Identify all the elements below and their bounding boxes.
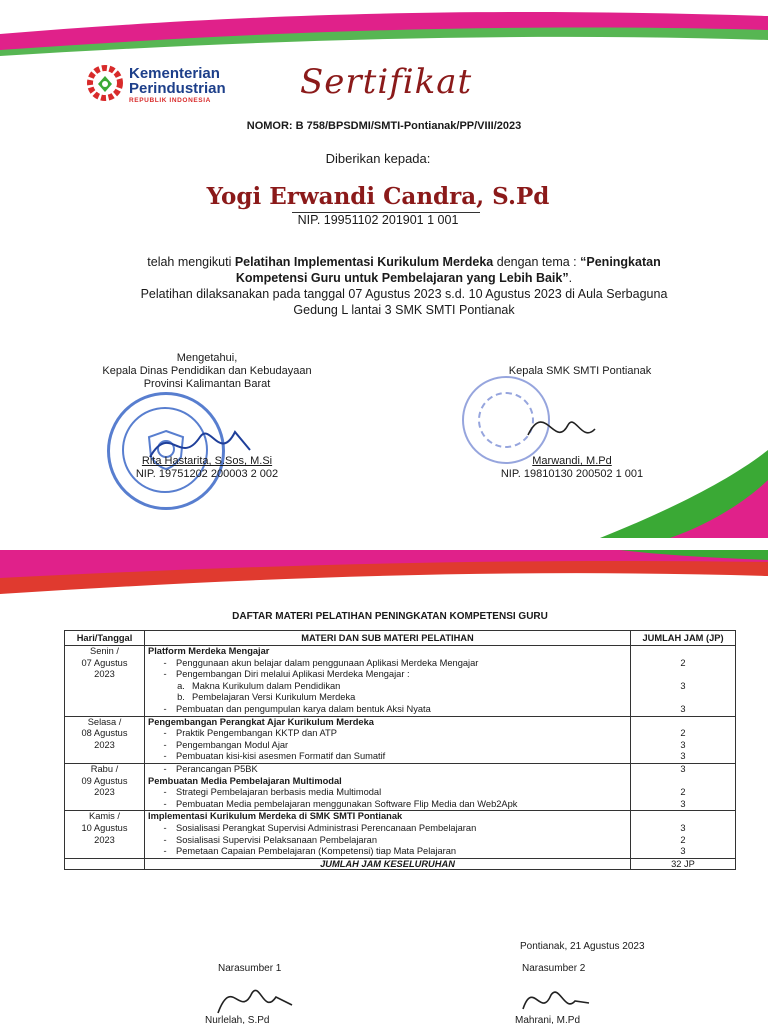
given-to: Diberikan kepada: xyxy=(325,151,431,166)
total-value: 32 JP xyxy=(631,858,736,869)
jp-cell xyxy=(631,646,736,717)
day-cell xyxy=(65,763,145,810)
org-country: REPUBLIK INDONESIA xyxy=(129,97,211,104)
table-row xyxy=(65,716,736,763)
material-line xyxy=(148,692,627,704)
table-header-row xyxy=(65,631,736,646)
kemenperin-logo xyxy=(84,62,126,104)
material-text: Pembuatan dan pengumpulan karya dalam bentuk Aksi Nyata xyxy=(176,703,431,714)
day-text: Senin / xyxy=(90,646,119,656)
material-text: Sosialisasi Supervisi Pelaksanaan Pembelajaran xyxy=(176,834,378,845)
jp-value: 2 xyxy=(680,728,686,739)
material-text: Pembuatan Media pembelajaran menggunakan Software Flip Media dan Web2Apk xyxy=(176,798,518,809)
material-line xyxy=(148,646,627,658)
day-text: Kamis / xyxy=(89,811,120,822)
line-marker: b. xyxy=(177,692,185,703)
day-text: 08 Agustus xyxy=(81,728,128,739)
line-marker: - xyxy=(163,787,167,798)
day-text: Rabu / xyxy=(90,763,119,774)
table-row xyxy=(65,646,736,717)
material-text: Pembelajaran Versi Kurikulum Merdeka xyxy=(192,692,356,703)
material-text: Pengembangan Diri melalui Aplikasi Merdeka Mengajar : xyxy=(176,669,410,680)
left-signer-role1: Kepala Dinas Pendidikan dan Kebudayaan xyxy=(102,365,312,377)
jp-cell xyxy=(631,763,736,810)
left-signer-footer xyxy=(98,455,316,481)
material-heading: Pembuatan Media Pembelajaran Multimodal xyxy=(148,775,342,786)
jp-value xyxy=(634,717,732,729)
body-prefix: telah mengikuti xyxy=(147,255,235,269)
line-marker: - xyxy=(163,763,167,774)
material-line xyxy=(148,717,627,729)
day-text: 09 Agustus xyxy=(81,775,128,786)
jp-value: 3 xyxy=(680,822,686,833)
org-name-line1: Kementerian xyxy=(129,65,220,82)
material-text: Pengembangan Modul Ajar xyxy=(176,739,289,750)
left-signer-nip: NIP. 19751202 200003 2 002 xyxy=(135,468,279,480)
material-line xyxy=(148,764,627,776)
material-line xyxy=(148,681,627,693)
material-line xyxy=(148,811,627,823)
right-signer-role: Kepala SMK SMTI Pontianak xyxy=(508,365,652,377)
jp-value xyxy=(634,646,732,658)
material-text: Makna Kurikulum dalam Pendidikan xyxy=(192,680,341,691)
right-signer-nip: NIP. 19810130 200502 1 001 xyxy=(500,468,644,480)
table-row xyxy=(65,763,736,810)
material-line xyxy=(148,658,627,670)
total-label: JUMLAH JAM KESELURUHAN xyxy=(145,858,631,869)
page-separator xyxy=(0,538,768,550)
jp-value: 3 xyxy=(680,763,686,774)
jp-value: 3 xyxy=(680,846,686,857)
material-text: Pembuatan kisi-kisi asesmen Formatif dan Sumatif xyxy=(176,751,386,762)
day-text: 2023 xyxy=(94,669,115,680)
material-line xyxy=(148,799,627,811)
theme-prefix: dengan tema : xyxy=(493,255,581,269)
line-marker: - xyxy=(163,739,167,750)
certificate-title: Sertifikat xyxy=(300,62,473,102)
jp-value: 2 xyxy=(680,787,686,798)
day-text: 2023 xyxy=(94,739,115,750)
place-date: Pontianak, 21 Agustus 2023 xyxy=(520,941,645,952)
material-cell xyxy=(145,811,631,858)
material-heading: Platform Merdeka Mengajar xyxy=(148,646,270,656)
speaker1-name: Nurlelah, S.Pd xyxy=(205,1015,270,1024)
material-heading: Pengembangan Perangkat Ajar Kurikulum Merdeka xyxy=(148,716,374,727)
schedule-table xyxy=(64,630,736,870)
jp-value: 2 xyxy=(680,657,686,668)
jp-value: 3 xyxy=(680,739,686,750)
certificate-body xyxy=(124,254,684,318)
schedule-title: DAFTAR MATERI PELATIHAN PENINGKATAN KOMPETENSI GURU xyxy=(232,611,548,622)
recipient-name: Yogi Erwandi Candra, S.Pd xyxy=(206,183,550,210)
top-banner xyxy=(0,0,768,70)
line-marker: - xyxy=(163,846,167,857)
line-marker: - xyxy=(163,657,167,668)
col-day-header: Hari/Tanggal xyxy=(65,631,145,646)
left-signer-ack: Mengetahui, xyxy=(176,352,238,364)
theme-line1: “Peningkatan xyxy=(580,255,661,269)
left-signer-role2: Provinsi Kalimantan Barat xyxy=(143,378,271,390)
day-text: 2023 xyxy=(94,787,115,798)
gear-icon xyxy=(84,62,126,104)
right-signer-name: Marwandi, M.Pd xyxy=(532,455,612,467)
jp-cell xyxy=(631,811,736,858)
right-signature xyxy=(520,395,610,455)
line-marker: - xyxy=(163,822,167,833)
day-text: 10 Agustus xyxy=(81,822,128,833)
material-line xyxy=(148,846,627,858)
certificate-number: NOMOR: B 758/BPSDMI/SMTI-Pontianak/PP/VIII/2023 xyxy=(246,120,522,132)
jp-value: 3 xyxy=(680,751,686,762)
line-marker: a. xyxy=(177,680,185,691)
jp-value xyxy=(634,776,732,788)
line-marker: - xyxy=(163,751,167,762)
day-cell xyxy=(65,646,145,717)
material-cell xyxy=(145,763,631,810)
speaker1-label: Narasumber 1 xyxy=(218,963,282,974)
jp-value: 3 xyxy=(680,680,686,691)
left-signer-block xyxy=(98,352,316,391)
right-signer-footer xyxy=(452,455,692,481)
material-text: Strategi Pembelajaran berbasis media Multimodal xyxy=(176,787,382,798)
material-line xyxy=(148,728,627,740)
jp-value xyxy=(634,692,732,704)
material-text: Praktik Pengembangan KKTP dan ATP xyxy=(176,728,337,739)
theme-end: . xyxy=(568,271,573,285)
org-name xyxy=(129,66,226,105)
material-line xyxy=(148,835,627,847)
jp-cell xyxy=(631,716,736,763)
schedule-page xyxy=(0,550,768,1024)
material-text: Sosialisasi Perangkat Supervisi Administrasi Perencanaan Pembelajaran xyxy=(176,822,477,833)
jp-value xyxy=(634,811,732,823)
material-cell xyxy=(145,646,631,717)
jp-value: 3 xyxy=(680,798,686,809)
speaker2-label: Narasumber 2 xyxy=(522,963,586,974)
training-name: Pelatihan Implementasi Kurikulum Merdeka xyxy=(234,255,494,269)
recipient-nip: NIP. 19951102 201901 1 001 xyxy=(297,213,459,227)
line-marker: - xyxy=(163,669,167,680)
line-marker: - xyxy=(163,728,167,739)
line-marker: - xyxy=(163,834,167,845)
jp-value: 3 xyxy=(680,703,686,714)
org-name-line2: Perindustrian xyxy=(129,80,226,97)
col-jp-header: JUMLAH JAM (JP) xyxy=(631,631,736,646)
material-line xyxy=(148,669,627,681)
material-cell xyxy=(145,716,631,763)
schedule-line2: Gedung L lantai 3 SMK SMTI Pontianak xyxy=(293,303,515,317)
material-text: Pemetaan Capaian Pembelajaran (Kompetensi) tiap Mata Pelajaran xyxy=(176,846,457,857)
day-cell xyxy=(65,716,145,763)
day-text: 07 Agustus xyxy=(81,657,128,668)
day-text: Selasa / xyxy=(87,716,122,727)
material-line xyxy=(148,751,627,763)
material-line xyxy=(148,740,627,752)
day-cell xyxy=(65,811,145,858)
material-line xyxy=(148,704,627,716)
table-row xyxy=(65,811,736,858)
material-text: Penggunaan akun belajar dalam penggunaan Aplikasi Merdeka Mengajar xyxy=(176,657,479,668)
day-text: 2023 xyxy=(94,834,115,845)
line-marker: - xyxy=(163,798,167,809)
material-line xyxy=(148,776,627,788)
theme-line2: Kompetensi Guru untuk Pembelajaran yang Lebih Baik” xyxy=(235,271,569,285)
schedule-top-banner xyxy=(0,550,768,610)
col-material-header: MATERI DAN SUB MATERI PELATIHAN xyxy=(145,631,631,646)
jp-value: 2 xyxy=(680,834,686,845)
total-row xyxy=(65,858,736,869)
material-text: Perancangan P5BK xyxy=(176,763,258,774)
material-heading: Implementasi Kurikulum Merdeka di SMK SMTI Pontianak xyxy=(148,811,403,822)
material-line xyxy=(148,823,627,835)
jp-value xyxy=(634,669,732,681)
line-marker: - xyxy=(163,703,167,714)
schedule-line1: Pelatihan dilaksanakan pada tanggal 07 Agustus 2023 s.d. 10 Agustus 2023 di Aula Serbaguna xyxy=(140,287,668,301)
speaker2-name: Mahrani, M.Pd xyxy=(515,1015,581,1024)
material-line xyxy=(148,787,627,799)
schedule-table-wrap xyxy=(64,630,736,870)
left-signer-name: Rita Hastarita, S.Sos, M.Si xyxy=(141,455,273,467)
